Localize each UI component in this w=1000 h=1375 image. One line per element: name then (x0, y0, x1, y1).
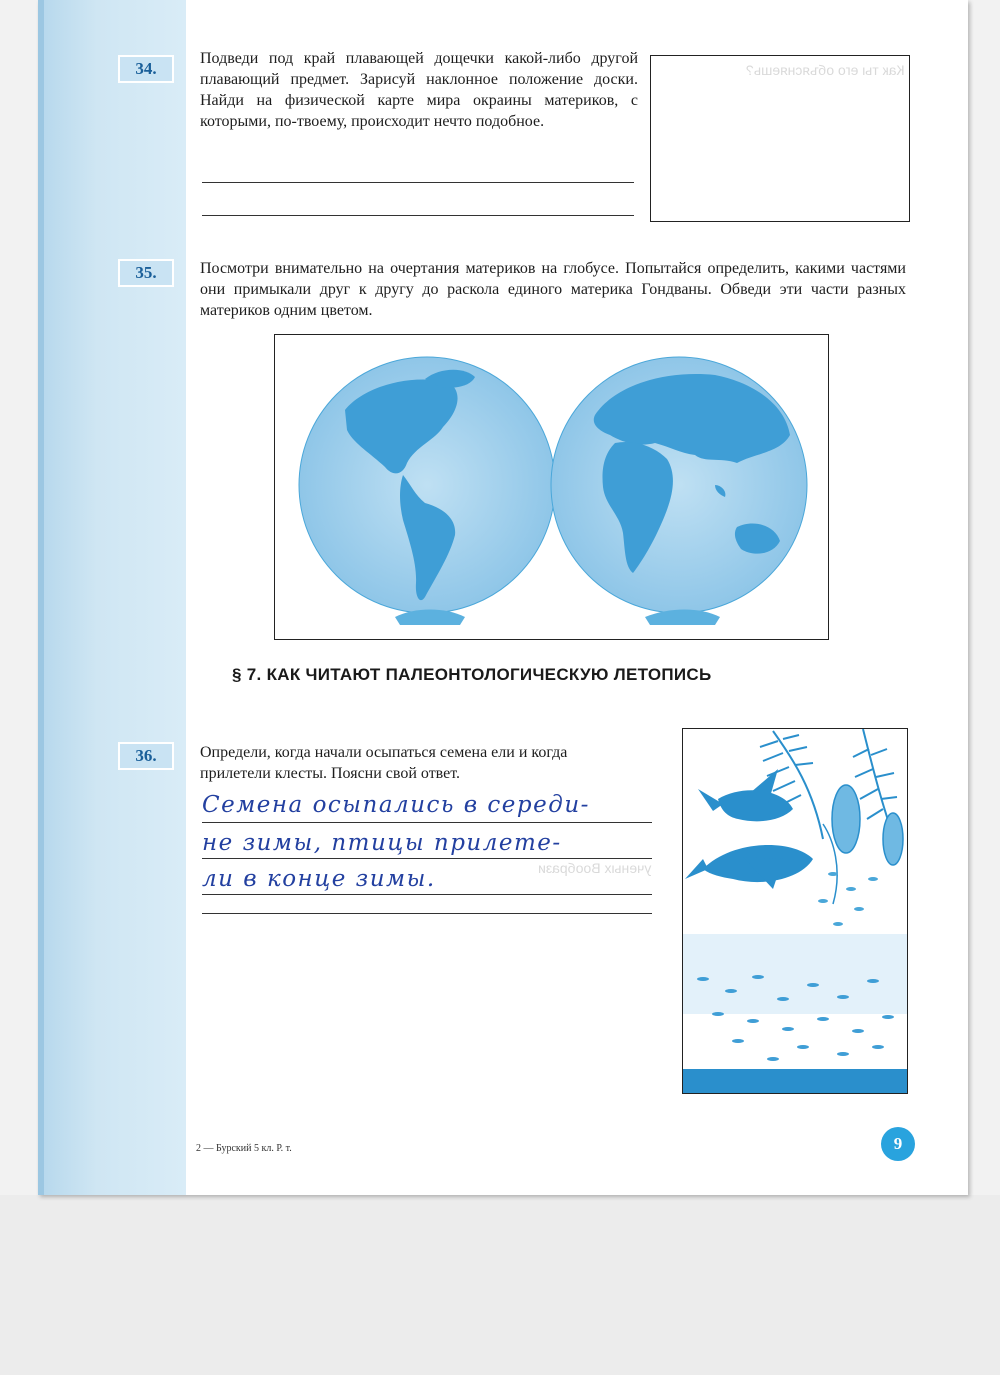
task-35-text: Посмотри внимательно на очертания материков на глобусе. Попытайся определить, какими частями они примыкали друг к другу до раскола единого материка Гондваны. Обведи эти части разных материков одним цветом. (200, 260, 906, 319)
task-34-text: Подведи под край плавающей дощечки какой-либо другой плавающий предмет. Зарисуй наклонное положение доски. Найди на физической карте мира окраины материков, с которыми, по-твоему, происходит нечто подобное. (200, 50, 638, 130)
task-36-answer-line-1[interactable] (202, 822, 652, 823)
task-34-drawing-box[interactable] (650, 55, 910, 222)
handwritten-answer-line-1: Семена осыпались в середи- (202, 792, 590, 818)
task-34-answer-line-1[interactable] (202, 182, 634, 183)
bleed-through-text: Как ты его объясняешь? (746, 62, 905, 78)
hemispheres-map-image (275, 335, 828, 639)
snow-surface (683, 934, 907, 1014)
spruce-cone-1 (832, 785, 860, 853)
page-number-badge: 9 (881, 1127, 915, 1161)
bleed-through-text: ученых Вообрази (538, 860, 652, 876)
crossbill-illustration (682, 728, 908, 1094)
western-hemisphere (299, 357, 555, 625)
task-35-number: 35. (118, 259, 174, 287)
task-34-number: 34. (118, 55, 174, 83)
crossbill-spruce-image (683, 729, 907, 1093)
task-36-answer-line-2[interactable] (202, 858, 652, 859)
globe-figure (274, 334, 829, 640)
workbook-page (38, 0, 968, 1195)
footer-note: 2 — Бурский 5 кл. Р. т. (196, 1143, 292, 1154)
task-36-answer-line-4[interactable] (202, 913, 652, 914)
left-margin-band (38, 0, 186, 1195)
eastern-hemisphere (551, 357, 807, 625)
ground-strip (683, 1069, 907, 1093)
handwritten-answer-line-3: ли в конце зимы. (202, 866, 436, 892)
section-title: § 7. КАК ЧИТАЮТ ПАЛЕОНТОЛОГИЧЕСКУЮ ЛЕТОПИСЬ (232, 665, 712, 684)
spruce-cone-2 (883, 813, 903, 865)
handwritten-answer-line-2: не зимы, птицы прилете- (202, 830, 562, 856)
task-36-text: Определи, когда начали осыпаться семена ели и когда прилетели клесты. Поясни свой ответ. (200, 744, 568, 782)
task-36-number: 36. (118, 742, 174, 770)
task-34-answer-line-2[interactable] (202, 215, 634, 216)
task-36-answer-line-3[interactable] (202, 894, 652, 895)
scanner-background (0, 1195, 1000, 1375)
page-binding-edge (38, 0, 44, 1195)
